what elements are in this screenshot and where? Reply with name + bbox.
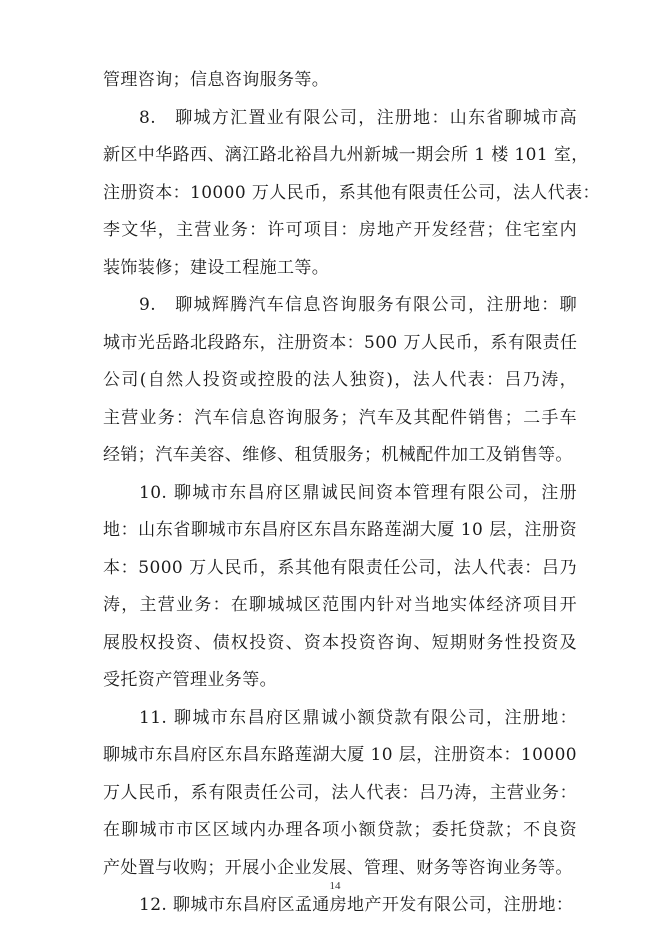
text-line: 聊城市东昌府区东昌东路莲湖大厦 10 层，注册资本：10000 bbox=[103, 745, 577, 765]
text-line: 地：山东省聊城市东昌府区东昌东路莲湖大厦 10 层，注册资 bbox=[103, 520, 577, 540]
text-line: 主营业务：汽车信息咨询服务；汽车及其配件销售；二手车 bbox=[103, 407, 577, 428]
text-line: 9. 聊城辉腾汽车信息咨询服务有限公司，注册地：聊 bbox=[139, 295, 577, 315]
document-body bbox=[103, 62, 600, 925]
text-line: 在聊城市市区区域内办理各项小额贷款；委托贷款；不良资 bbox=[103, 820, 577, 840]
text-line: 万人民币，系有限责任公司，法人代表：吕乃涛，主营业务： bbox=[103, 782, 577, 803]
paragraph-item-8 bbox=[103, 100, 600, 288]
text-line: 经销；汽车美容、维修、租赁服务；机械配件加工及销售等。 bbox=[103, 445, 573, 465]
text-line: 展股权投资、债权投资、资本投资咨询、短期财务性投资及 bbox=[103, 632, 577, 653]
text-line: 注册资本：10000 万人民币，系其他有限责任公司，法人代表： bbox=[103, 182, 600, 203]
text-line: 装饰装修；建设工程施工等。 bbox=[103, 257, 330, 278]
paragraph-continuation bbox=[103, 62, 577, 100]
text-line: 产处置与收购；开展小企业发展、管理、财务等咨询业务等。 bbox=[103, 857, 573, 878]
text-line: 李文华，主营业务：许可项目：房地产开发经营；住宅室内 bbox=[103, 220, 577, 240]
text-line: 8. 聊城方汇置业有限公司，注册地：山东省聊城市高 bbox=[139, 107, 577, 128]
paragraph-item-9 bbox=[103, 287, 577, 475]
text-line: 城市光岳路北段路东，注册资本：500 万人民币，系有限责任 bbox=[103, 332, 578, 353]
text-line: 新区中华路西、漓江路北裕昌九州新城一期会所 1 楼 101 室， bbox=[103, 145, 589, 165]
text-line: 涛，主营业务：在聊城城区范围内针对当地实体经济项目开 bbox=[103, 595, 577, 615]
paragraph-item-10 bbox=[103, 475, 577, 700]
paragraph-item-12 bbox=[103, 887, 577, 925]
text-line: 12. 聊城市东昌府区孟通房地产开发有限公司，注册地： bbox=[139, 895, 574, 915]
text-line: 本：5000 万人民币，系其他有限责任公司，法人代表：吕乃 bbox=[103, 557, 577, 578]
text-line: 公司(自然人投资或控股的法人独资)，法人代表：吕乃涛， bbox=[103, 370, 577, 390]
paragraph-item-11 bbox=[103, 700, 577, 888]
text-line: 11. 聊城市东昌府区鼎诚小额贷款有限公司，注册地： bbox=[139, 707, 577, 728]
text-line: 受托资产管理业务等。 bbox=[103, 670, 277, 690]
text-line: 管理咨询；信息咨询服务等。 bbox=[103, 70, 330, 90]
page-number: 14 bbox=[329, 880, 341, 892]
text-line: 10. 聊城市东昌府区鼎诚民间资本管理有限公司，注册 bbox=[139, 482, 577, 503]
